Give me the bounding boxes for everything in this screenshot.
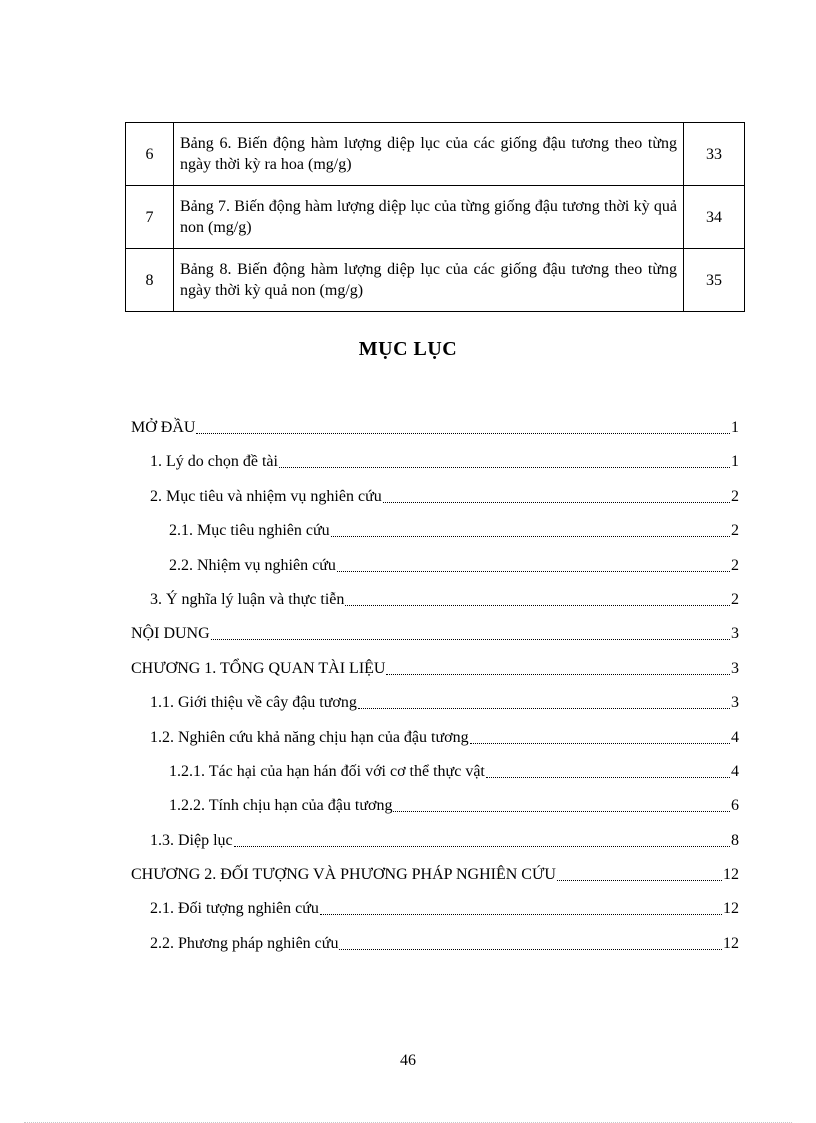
table-row — [126, 186, 745, 249]
toc-entry-text: MỞ ĐẦU — [131, 419, 196, 436]
toc-entry[interactable] — [131, 418, 739, 452]
row-page: 34 — [684, 186, 745, 249]
toc-entry-page: 2 — [731, 487, 739, 505]
row-number: 6 — [126, 123, 174, 186]
toc-entry[interactable] — [131, 624, 739, 658]
row-title: Bảng 6. Biến động hàm lượng diệp lục của các giống đậu tương theo từng ngày thời kỳ ra hoa (mg/g) — [174, 123, 684, 186]
toc-leader-dots — [337, 556, 730, 572]
row-number: 7 — [126, 186, 174, 249]
toc-entry-text: 1.3. Diệp lục — [150, 831, 233, 849]
row-title: Bảng 8. Biến động hàm lượng diệp lục của các giống đậu tương theo từng ngày thời kỳ quả non (mg/g) — [174, 249, 684, 312]
toc-entry-page: 12 — [723, 900, 739, 918]
toc-entry-text: 1.2.2. Tính chịu hạn của đậu tương — [169, 797, 393, 815]
toc-leader-dots — [386, 659, 730, 675]
toc-leader-dots — [211, 624, 730, 640]
toc-entry[interactable] — [131, 452, 739, 486]
table-of-contents — [131, 418, 739, 968]
toc-entry-text: CHƯƠNG 1. TỔNG QUAN TÀI LIỆU — [131, 659, 386, 677]
toc-entry[interactable] — [131, 796, 739, 830]
toc-entry-page: 12 — [723, 866, 739, 884]
toc-entry-text: 1.2.1. Tác hại của hạn hán đối với cơ thể thực vật — [169, 762, 485, 780]
toc-heading: MỤC LỤC — [358, 338, 458, 360]
table-row — [126, 249, 745, 312]
toc-leader-dots — [320, 899, 722, 915]
toc-leader-dots — [345, 590, 730, 606]
toc-entry-page: 2 — [731, 522, 739, 540]
toc-entry-page: 4 — [731, 762, 739, 780]
toc-entry-page: 6 — [731, 797, 739, 815]
toc-leader-dots — [234, 831, 730, 847]
toc-entry-page: 2 — [731, 556, 739, 574]
row-page: 35 — [684, 249, 745, 312]
toc-entry-text: 2.2. Phương pháp nghiên cứu — [150, 934, 339, 952]
toc-entry[interactable] — [131, 521, 739, 555]
toc-entry-text: 3. Ý nghĩa lý luận và thực tiễn — [150, 590, 345, 608]
toc-entry-text: 1. Lý do chọn đề tài — [150, 453, 278, 471]
toc-leader-dots — [383, 487, 730, 503]
toc-entry-text: 2.1. Đối tượng nghiên cứu — [150, 900, 319, 918]
toc-leader-dots — [331, 521, 730, 537]
toc-entry[interactable] — [131, 590, 739, 624]
table-row — [126, 123, 745, 186]
toc-entry-page: 4 — [731, 728, 739, 746]
toc-entry-text: 2. Mục tiêu và nhiệm vụ nghiên cứu — [150, 487, 382, 505]
toc-entry-page: 3 — [731, 659, 739, 677]
toc-leader-dots — [279, 452, 730, 468]
toc-entry-text: 2.2. Nhiệm vụ nghiên cứu — [169, 556, 336, 574]
toc-entry[interactable] — [131, 934, 739, 968]
table-list — [125, 122, 745, 312]
toc-leader-dots — [196, 418, 730, 434]
toc-entry[interactable] — [131, 831, 739, 865]
toc-entry-page: 3 — [731, 625, 739, 643]
toc-entry[interactable] — [131, 487, 739, 521]
toc-entry[interactable] — [131, 865, 739, 899]
toc-entry-page: 8 — [731, 831, 739, 849]
row-page: 33 — [684, 123, 745, 186]
toc-entry-text: CHƯƠNG 2. ĐỐI TƯỢNG VÀ PHƯƠNG PHÁP NGHIÊN CỨU — [131, 866, 556, 884]
toc-leader-dots — [470, 728, 730, 744]
toc-entry[interactable] — [131, 728, 739, 762]
toc-entry[interactable] — [131, 899, 739, 933]
toc-entry-text: 2.1. Mục tiêu nghiên cứu — [169, 522, 330, 540]
toc-entry-page: 2 — [731, 590, 739, 608]
toc-entry-page: 12 — [723, 934, 739, 952]
toc-entry-page: 1 — [731, 419, 739, 436]
toc-entry[interactable] — [131, 693, 739, 727]
toc-entry-text: 1.1. Giới thiệu về cây đậu tương — [150, 694, 357, 712]
toc-leader-dots — [557, 865, 722, 881]
toc-entry-page: 3 — [731, 694, 739, 712]
toc-entry[interactable] — [131, 556, 739, 590]
toc-leader-dots — [358, 693, 730, 709]
page-number: 46 — [400, 1052, 416, 1069]
row-number: 8 — [126, 249, 174, 312]
toc-entry-text: 1.2. Nghiên cứu khả năng chịu hạn của đậu tương — [150, 728, 469, 746]
toc-entry-text: NỘI DUNG — [131, 625, 210, 643]
toc-entry[interactable] — [131, 762, 739, 796]
row-title: Bảng 7. Biến động hàm lượng diệp lục của từng giống đậu tương thời kỳ quả non (mg/g) — [174, 186, 684, 249]
toc-leader-dots — [393, 796, 730, 812]
toc-entry[interactable] — [131, 659, 739, 693]
table-body — [126, 123, 745, 312]
toc-leader-dots — [339, 934, 722, 950]
toc-entry-page: 1 — [731, 453, 739, 471]
toc-leader-dots — [486, 762, 730, 778]
